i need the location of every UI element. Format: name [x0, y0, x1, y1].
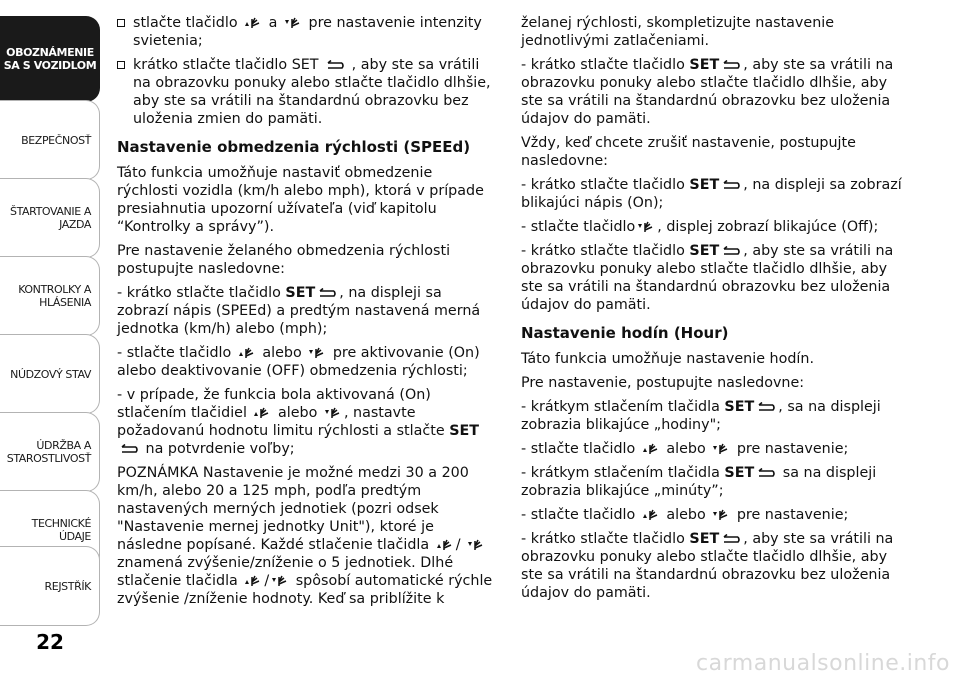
paragraph	[521, 218, 909, 236]
left-column	[117, 14, 497, 614]
paragraph	[521, 530, 909, 602]
text: a	[268, 15, 278, 31]
set-return-arrow-icon	[317, 288, 337, 298]
up-button-icon	[244, 574, 262, 588]
tab-label-line: TECHNICKÉ ÚDAJE	[31, 517, 91, 543]
text: , nastavte požadovanú hodnotu limitu rýchlosti a stlačte	[117, 405, 445, 439]
tab-bezpecnost[interactable]	[0, 100, 100, 180]
down-button-icon	[284, 16, 302, 30]
paragraph: Pre nastavenie, postupujte nasledovne:	[521, 375, 805, 391]
down-button-icon	[712, 442, 730, 456]
tab-label-line: SA S VOZIDLOM	[3, 59, 97, 72]
text: stlačte tlačidlo	[133, 15, 238, 31]
paragraph: Pre nastavenie želaného obmedzenia rýchlosti postupujte nasledovne:	[117, 243, 451, 277]
text: , na displeji sa zobrazí blikajúci nápis (On);	[521, 177, 902, 211]
tab-label-line: ŠTARTOVANIE A	[10, 205, 91, 218]
text: - krátkym stlačením tlačidla	[521, 399, 720, 415]
list-item	[117, 14, 497, 50]
text: /	[264, 573, 270, 589]
set-label: SET	[689, 57, 720, 73]
text: alebo	[278, 405, 318, 421]
paragraph	[117, 386, 497, 458]
checkbox-bullet-icon	[117, 61, 125, 69]
right-column	[521, 14, 909, 608]
set-label: SET	[724, 465, 755, 481]
paragraph: Táto funkcia umožňuje nastaviť obmedzenie rýchlosti vozidla (km/h alebo mph), ktorá v prípade presiahnutia upozorní užívateľa (viď kapitolu “Kontrolky a správy”).	[117, 165, 484, 235]
tab-nudzovy-stav[interactable]	[0, 334, 100, 414]
down-button-icon	[324, 406, 342, 420]
text: alebo	[666, 507, 706, 523]
paragraph	[521, 506, 909, 524]
text: pre nastavenie;	[736, 507, 849, 523]
text: alebo	[262, 345, 302, 361]
up-button-icon	[436, 538, 454, 552]
text: - stlačte tlačidlo	[521, 507, 636, 523]
text: POZNÁMKA Nastavenie je možné medzi 30 a 200 km/h, alebo 20 a 125 mph, podľa predtým nastavených merných jednotiek (pozri odsek "Nastavenie mernej jednotky Unit"), ktoré je následne popísané. Každé stlačenie tlačidla	[117, 465, 469, 553]
paragraph	[117, 464, 497, 608]
tab-label-line: OBOZNÁMENIE	[6, 46, 94, 59]
paragraph	[521, 464, 909, 500]
set-label: SET	[689, 243, 720, 259]
paragraph	[117, 344, 497, 380]
set-return-arrow-icon	[325, 60, 345, 70]
tab-label-line: NÚDZOVÝ STAV	[10, 367, 91, 381]
text: , displej zobrazí blikajúce (Off);	[657, 219, 879, 235]
page-number: 22	[36, 630, 64, 654]
text: spôsobí automatické rýchle zvýšenie /zníženie hodnoty. Keď sa priblížite k	[117, 573, 493, 607]
tab-label-line: ÚDRŽBA A	[36, 439, 91, 452]
tab-rejstrik[interactable]	[0, 546, 100, 626]
set-label: SET	[724, 399, 755, 415]
down-button-icon	[308, 346, 326, 360]
text: alebo	[666, 441, 706, 457]
section-heading-hour: Nastavenie hodín (Hour)	[521, 324, 729, 342]
tab-kontrolky[interactable]	[0, 256, 100, 336]
up-button-icon	[642, 442, 660, 456]
text: - krátko stlačte tlačidlo	[521, 177, 685, 193]
down-button-icon	[271, 574, 289, 588]
text: pre aktivovanie (On) alebo deaktivovanie (OFF) obmedzenia rýchlosti;	[117, 345, 480, 379]
text: - krátko stlačte tlačidlo	[521, 243, 685, 259]
paragraph	[521, 176, 909, 212]
set-label: SET	[449, 423, 480, 439]
paragraph: Vždy, keď chcete zrušiť nastavenie, postupujte nasledovne:	[521, 135, 856, 169]
down-button-icon	[712, 508, 730, 522]
tab-label-line: BEZPEČNOSŤ	[21, 133, 91, 147]
tab-startovanie[interactable]	[0, 178, 100, 258]
up-button-icon	[642, 508, 660, 522]
paragraph	[117, 284, 497, 338]
text: , sa na displeji zobrazia blikajúce „hodiny";	[521, 399, 881, 433]
set-return-arrow-icon	[756, 468, 776, 478]
watermark: carmanualsonline.info	[696, 651, 950, 676]
set-return-arrow-icon	[721, 246, 741, 256]
set-return-arrow-icon	[721, 534, 741, 544]
text: sa na displeji zobrazia blikajúce „minúty”;	[521, 465, 877, 499]
up-button-icon	[253, 406, 271, 420]
tab-oboznamenie[interactable]	[0, 16, 100, 102]
down-button-icon	[467, 538, 485, 552]
text: - stlačte tlačidlo	[521, 441, 636, 457]
tab-label-line: REJSTŘÍK	[44, 579, 91, 593]
set-label: SET	[689, 177, 720, 193]
set-return-arrow-icon	[721, 60, 741, 70]
paragraph	[521, 242, 909, 314]
paragraph: Táto funkcia umožňuje nastavenie hodín.	[521, 351, 815, 367]
text: - stlačte tlačidlo	[117, 345, 232, 361]
list-item	[117, 56, 497, 128]
text: , aby ste sa vrátili na obrazovku ponuky alebo stlačte tlačidlo dlhšie, aby ste sa vrátili na štandardnú obrazovku bez uloženia údajov do pamäti.	[521, 531, 894, 601]
up-button-icon	[238, 346, 256, 360]
paragraph	[521, 398, 909, 434]
text: - krátko stlačte tlačidlo	[117, 285, 281, 301]
text: pre nastavenie;	[736, 441, 849, 457]
set-label: SET	[285, 285, 316, 301]
text: krátko stlačte tlačidlo SET	[133, 57, 319, 73]
checkbox-bullet-icon	[117, 19, 125, 27]
chapter-sidebar	[0, 0, 100, 678]
tab-label-line: KONTROLKY A	[18, 283, 91, 296]
text: - krátko stlačte tlačidlo	[521, 57, 685, 73]
text: - stlačte tlačidlo	[521, 219, 636, 235]
text: - krátko stlačte tlačidlo	[521, 531, 685, 547]
text: /	[455, 537, 461, 553]
tab-label-line: JAZDA	[59, 218, 91, 231]
text: , aby ste sa vrátili na obrazovku ponuky alebo stlačte tlačidlo dlhšie, aby ste sa vrátili na štandardnú obrazovku bez uloženia údajov do pamäti.	[521, 57, 894, 127]
tab-label-line: STAROSTLIVOSŤ	[6, 452, 91, 465]
text: , aby ste sa vrátili na obrazovku ponuky alebo stlačte tlačidlo dlhšie, aby ste sa vrátili na štandardnú obrazovku bez uloženia zmien do pamäti.	[133, 57, 491, 127]
text: znamená zvýšenie/zníženie o 5 jednotiek. Dlhé stlačenie tlačidla	[117, 555, 454, 589]
paragraph: želanej rýchlosti, skompletizujte nastavenie jednotlivými zatlačeniami.	[521, 15, 835, 49]
tab-label-line: HLÁSENIA	[39, 296, 91, 309]
text: pre nastavenie intenzity svietenia;	[133, 15, 482, 49]
text: , na displeji sa zobrazí nápis (SPEEd) a predtým nastavená merná jednotka (km/h) alebo (mph);	[117, 285, 481, 337]
paragraph	[521, 440, 909, 458]
text: - krátkym stlačením tlačidla	[521, 465, 720, 481]
text: - v prípade, že funkcia bola aktivovaná (On) stlačením tlačidiel	[117, 387, 431, 421]
section-heading-speed: Nastavenie obmedzenia rýchlosti (SPEEd)	[117, 138, 471, 156]
paragraph	[521, 56, 909, 128]
set-return-arrow-icon	[721, 180, 741, 190]
set-label: SET	[689, 531, 720, 547]
tab-udrzba[interactable]	[0, 412, 100, 492]
set-return-arrow-icon	[756, 402, 776, 412]
text: na potvrdenie voľby;	[145, 441, 295, 457]
down-button-icon	[637, 220, 655, 234]
text: , aby ste sa vrátili na obrazovku ponuky alebo stlačte tlačidlo dlhšie, aby ste sa vrátili na štandardnú obrazovku bez uloženia údajov do pamäti.	[521, 243, 894, 313]
set-return-arrow-icon	[119, 444, 139, 454]
up-button-icon	[244, 16, 262, 30]
